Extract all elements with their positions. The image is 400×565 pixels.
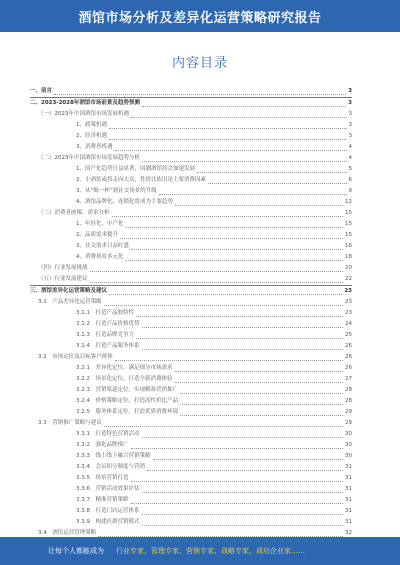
toc-leader-dots <box>142 525 344 526</box>
toc-leader-dots <box>112 216 343 217</box>
toc-leader-dots <box>142 161 347 162</box>
toc-entry-page: 27 <box>345 376 352 382</box>
toc-entry-label: （一）2023年中国酒馆市场发展机遇 <box>38 111 129 117</box>
toc-entry-label: 3.3.9 构建社群营销模式 <box>76 519 140 525</box>
toc-leader-dots <box>180 404 343 405</box>
toc-entry-page: 29 <box>345 409 352 415</box>
toc-entry-page: 24 <box>345 321 352 327</box>
toc-entry[interactable] <box>30 363 352 374</box>
toc-entry[interactable] <box>30 484 352 495</box>
toc-leader-dots <box>142 437 344 438</box>
toc-entry-label: 3.2.5 服务体系定位，打造优质消费环境 <box>76 409 178 415</box>
toc-leader-dots <box>115 150 347 151</box>
toc-entry-label: 3.3 营销推广策略与建议 <box>38 420 102 426</box>
toc-entry[interactable] <box>30 241 352 252</box>
toc-entry-label: （二）2023年中国酒馆市场发展趋势分析 <box>38 155 140 161</box>
toc-entry-page: 30 <box>345 442 352 448</box>
toc-entry[interactable] <box>30 285 352 297</box>
toc-entry[interactable] <box>30 297 352 308</box>
toc-entry-label: 3.3.4 会员积分制度与营销 <box>76 464 145 470</box>
toc-entry[interactable] <box>30 308 352 319</box>
toc-entry-page: 31 <box>345 519 352 525</box>
footer-roles-text: 行业专家、管理专家、营销专家、战略专家、成功企业家…… <box>116 547 305 555</box>
toc-leader-dots <box>175 205 343 206</box>
toc-leader-dots <box>180 393 343 394</box>
toc-entry[interactable] <box>30 142 352 153</box>
toc-entry-label: 二、2023-2028年酒馆市场前景及趋势预测 <box>30 100 140 106</box>
toc-entry-page: 25 <box>345 332 352 338</box>
toc-leader-dots <box>90 271 343 272</box>
toc-entry[interactable] <box>30 385 352 396</box>
toc-entry-label: 2、品质需求提升 <box>76 232 118 238</box>
table-of-contents <box>30 86 352 539</box>
toc-entry-label: 3.3.5 场景营销打造 <box>76 475 129 481</box>
toc-entry-label: （四）行业发展挑战 <box>38 265 88 271</box>
toc-entry[interactable] <box>30 109 352 120</box>
toc-entry-page: 4 <box>348 155 352 161</box>
footer-banner <box>0 537 400 565</box>
toc-entry-page: 23 <box>345 299 352 305</box>
toc-entry-label: 4、消费场景多元化 <box>76 254 124 260</box>
toc-leader-dots <box>142 327 344 328</box>
toc-entry-page: 31 <box>345 497 352 503</box>
footer-lead-text: 让每个人都能成为 <box>48 547 104 555</box>
toc-entry-page: 9 <box>348 188 352 194</box>
toc-leader-dots <box>104 305 343 306</box>
toc-entry-page: 15 <box>345 210 352 216</box>
toc-leader-dots <box>109 294 342 295</box>
toc-leader-dots <box>131 249 343 250</box>
toc-entry-label: 3.3.1 打造特色营销活动 <box>76 431 140 437</box>
report-title: 酒馆市场分析及差异化运营策略研究报告 <box>78 10 322 26</box>
toc-entry-page: 4 <box>348 144 352 150</box>
toc-heading: 内容目录 <box>171 56 228 71</box>
toc-entry-page: 6 <box>348 177 352 183</box>
toc-leader-dots <box>131 117 347 118</box>
toc-entry-label: 3.3.6 营销活动效果评估 <box>76 486 140 492</box>
toc-entry-label: （三）消费者画像、需求分析 <box>38 210 110 216</box>
toc-leader-dots <box>142 349 344 350</box>
toc-leader-dots <box>136 338 343 339</box>
toc-entry-label: 3.4 酒馆运营管理策略 <box>38 530 97 536</box>
report-header <box>0 0 400 32</box>
toc-leader-dots <box>120 238 343 239</box>
toc-leader-dots <box>142 514 344 515</box>
toc-leader-dots <box>142 492 344 493</box>
toc-entry[interactable] <box>30 407 352 418</box>
toc-entry-label: 3.1.4 打造产品服务体系 <box>76 343 140 349</box>
toc-entry[interactable] <box>30 153 352 164</box>
toc-entry[interactable] <box>30 186 352 197</box>
toc-entry-page: 12 <box>345 199 352 205</box>
toc-entry-label: 3.2.2 场景化定位，打造全新消费体验 <box>76 376 173 382</box>
toc-entry-label: 1、年轻化、中产化 <box>76 221 124 227</box>
toc-leader-dots <box>131 448 344 449</box>
toc-entry-label: 3.3.3 线上线下融合营销策略 <box>76 453 151 459</box>
toc-leader-dots <box>175 382 344 383</box>
toc-entry[interactable] <box>30 219 352 230</box>
toc-entry[interactable] <box>30 263 352 274</box>
toc-leader-dots <box>126 227 344 228</box>
toc-leader-dots <box>197 172 346 173</box>
toc-entry-page: 3 <box>348 100 352 106</box>
toc-entry[interactable] <box>30 451 352 462</box>
toc-entry-page: 5 <box>348 166 352 172</box>
toc-entry-label: 1、政策机遇 <box>76 122 107 128</box>
toc-entry-label: （五）行业发展建议 <box>38 276 88 282</box>
toc-entry-label: 2、经济机遇 <box>76 133 107 139</box>
toc-entry-page: 26 <box>345 343 352 349</box>
toc-leader-dots <box>131 503 344 504</box>
toc-entry-page: 20 <box>345 265 352 271</box>
toc-entry[interactable] <box>30 330 352 341</box>
toc-entry[interactable] <box>30 319 352 330</box>
toc-entry-page: 28 <box>345 398 352 404</box>
toc-entry[interactable] <box>30 352 352 363</box>
toc-entry-page: 26 <box>345 365 352 371</box>
toc-entry[interactable] <box>30 175 352 186</box>
toc-entry-label: 3.1 产品差异化运营策略 <box>38 299 102 305</box>
toc-entry-label: 3.1.3 打造品牌竞争力 <box>76 332 134 338</box>
toc-entry-label: 一、前言 <box>30 88 53 94</box>
toc-entry[interactable] <box>30 517 352 528</box>
toc-entry[interactable] <box>30 197 352 208</box>
toc-entry-page: 18 <box>345 254 352 260</box>
toc-entry-page: 29 <box>345 420 352 426</box>
toc-leader-dots <box>115 360 343 361</box>
toc-entry-page: 30 <box>345 453 352 459</box>
toc-entry-page: 3 <box>348 88 352 94</box>
toc-entry-label: 3.3.8 打造门店运营体系 <box>76 508 140 514</box>
toc-leader-dots <box>142 106 346 107</box>
toc-entry-label: 4、酒馆品牌化、连锁化将成为主要趋势 <box>76 199 174 205</box>
toc-entry-page: 26 <box>345 354 352 360</box>
toc-entry[interactable] <box>30 86 352 97</box>
toc-leader-dots <box>126 260 344 261</box>
toc-entry[interactable] <box>30 396 352 407</box>
toc-entry-page: 3 <box>348 122 352 128</box>
toc-entry[interactable] <box>30 473 352 484</box>
toc-entry[interactable] <box>30 120 352 131</box>
toc-entry-page: 3 <box>348 111 352 117</box>
toc-entry-label: 3、社交需求日益旺盛 <box>76 243 129 249</box>
toc-entry-page: 3 <box>348 133 352 139</box>
toc-entry-page: 31 <box>345 475 352 481</box>
toc-entry[interactable] <box>30 252 352 263</box>
toc-entry-label: 3、消费者机遇 <box>76 144 113 150</box>
toc-entry[interactable] <box>30 274 352 285</box>
toc-entry[interactable] <box>30 97 352 109</box>
toc-leader-dots <box>90 282 343 283</box>
toc-entry[interactable] <box>30 506 352 517</box>
toc-leader-dots <box>136 316 343 317</box>
toc-entry-label: 3.2.3 营销渠道定位，实现精准营销推广 <box>76 387 178 393</box>
toc-entry-label: 3.2.4 价格策略定位，打造高性价比产品 <box>76 398 178 404</box>
toc-entry[interactable] <box>30 164 352 175</box>
toc-entry-label: 2、小酒馆或将走向大众，性价比依旧是主要消费因素 <box>76 177 207 183</box>
toc-entry-label: 三、酒馆差异化运营策略及建议 <box>30 288 108 294</box>
toc-entry-page: 31 <box>345 464 352 470</box>
toc-leader-dots <box>147 470 343 471</box>
toc-leader-dots <box>208 183 346 184</box>
toc-entry-label: 3.3.7 精准营销策略 <box>76 497 129 503</box>
toc-entry-label: 3.1.2 打造产品价格优势 <box>76 321 140 327</box>
toc-entry[interactable] <box>30 418 352 429</box>
toc-entry-label: 3.2 市场定位及目标客户群体 <box>38 354 113 360</box>
toc-entry-page: 28 <box>345 387 352 393</box>
toc-entry-page: 15 <box>345 221 352 227</box>
toc-entry-page: 22 <box>345 276 352 282</box>
toc-leader-dots <box>175 371 344 372</box>
toc-entry-page: 31 <box>345 486 352 492</box>
toc-entry[interactable] <box>30 440 352 451</box>
toc-entry-page: 32 <box>345 530 352 536</box>
toc-entry-label: 3.1.1 打造产品独特性 <box>76 310 134 316</box>
toc-leader-dots <box>109 128 347 129</box>
toc-entry-page: 30 <box>345 431 352 437</box>
toc-entry[interactable] <box>30 131 352 142</box>
toc-entry-page: 16 <box>345 243 352 249</box>
toc-entry[interactable] <box>30 230 352 241</box>
toc-entry-page: 23 <box>345 310 352 316</box>
toc-leader-dots <box>109 139 347 140</box>
toc-leader-dots <box>54 94 346 95</box>
toc-entry[interactable] <box>30 374 352 385</box>
toc-entry[interactable] <box>30 341 352 352</box>
toc-entry-label: 3.3.2 强化品牌推广 <box>76 442 129 448</box>
toc-entry-label: 3.2.1 差异化定位，满足细分市场需求 <box>76 365 173 371</box>
toc-entry[interactable] <box>30 495 352 506</box>
toc-entry[interactable] <box>30 429 352 440</box>
toc-entry[interactable] <box>30 208 352 219</box>
toc-leader-dots <box>131 481 344 482</box>
toc-entry-page: 15 <box>345 232 352 238</box>
toc-entry-page: 31 <box>345 508 352 514</box>
toc-entry-label: 3、从“喝一杯”到社交场景的升级 <box>76 188 157 194</box>
toc-leader-dots <box>104 426 343 427</box>
toc-leader-dots <box>159 194 347 195</box>
toc-leader-dots <box>153 459 344 460</box>
toc-entry-page: 23 <box>344 288 352 294</box>
toc-entry[interactable] <box>30 462 352 473</box>
toc-entry-label: 1、国产化趋势日益显著，国潮酒馆将会加速发展 <box>76 166 196 172</box>
toc-leader-dots <box>180 415 343 416</box>
